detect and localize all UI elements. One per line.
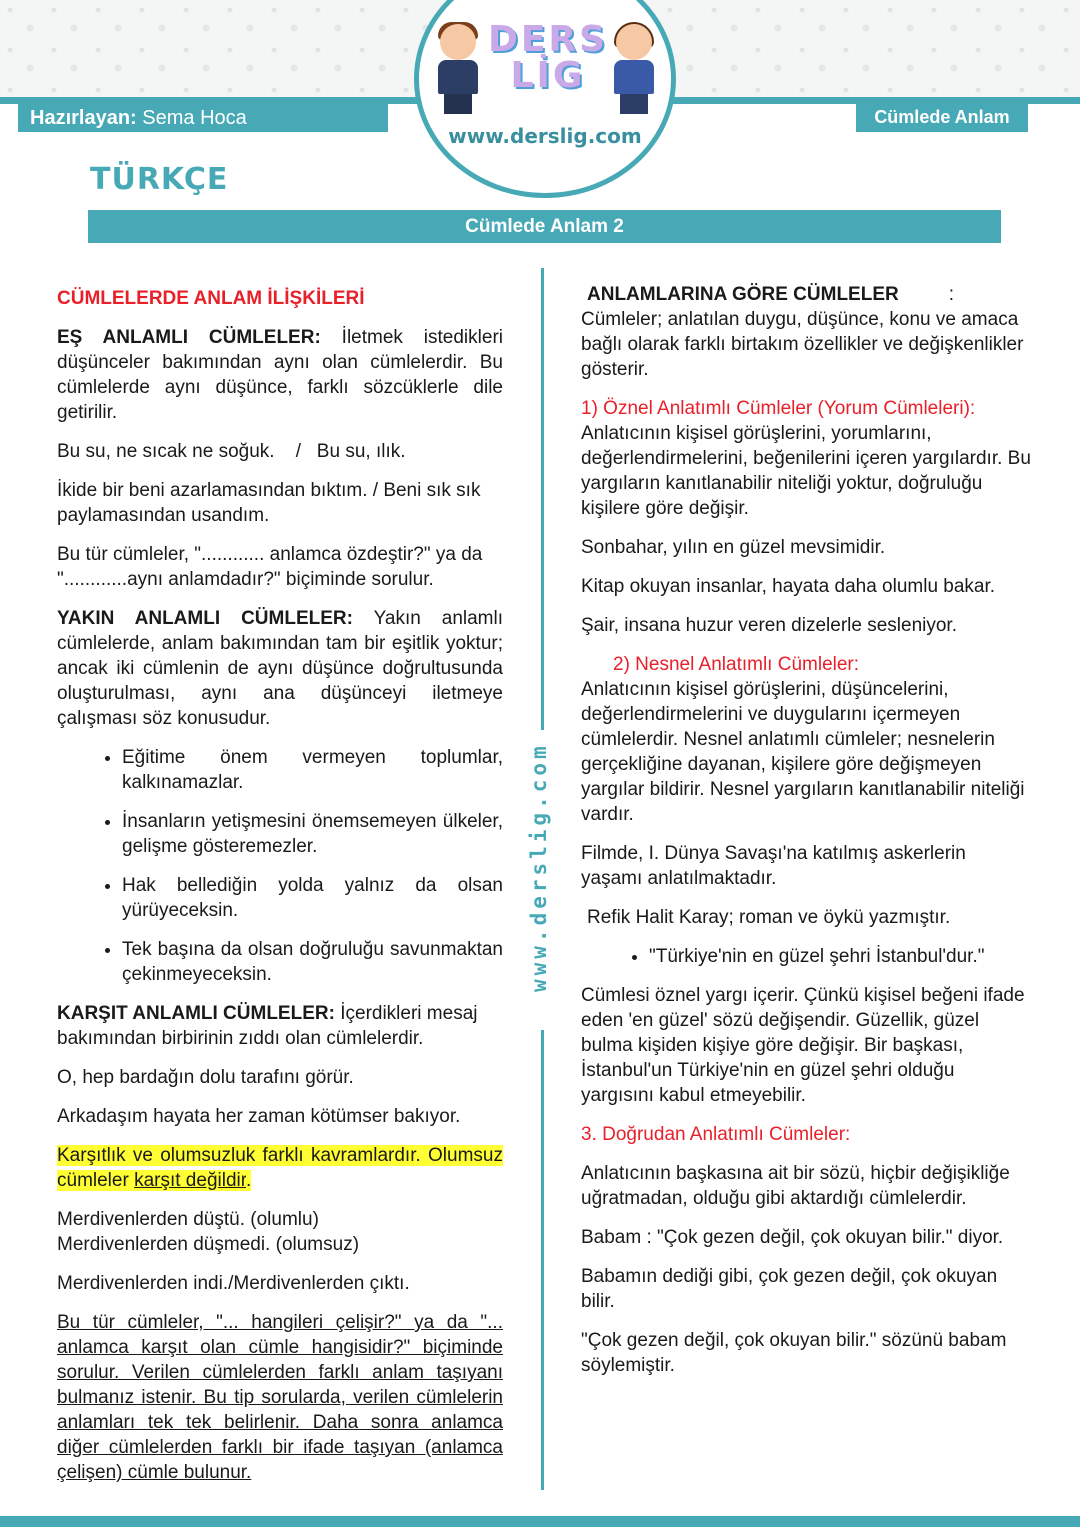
boy-mascot-icon — [432, 24, 484, 116]
list-item: • İnsanların yetişmesini önemsemeyen ülkeler, gelişme gösteremezler. — [122, 809, 503, 859]
objective-example-1: Filmde, I. Dünya Savaşı'na katılmış askerlerin yaşamı anlatılmaktadır. — [581, 843, 966, 889]
direct-heading: 3. Doğrudan Anlatımlı Cümleler: — [581, 1124, 851, 1145]
synonym-definition: EŞ ANLAMLI CÜMLELER: İletmek istedikleri düşünceler bakımından aynı olan cümlelerdir. Bu cümlelerde aynı düşünce, farklı sözcüklerle dile getirilir. — [57, 327, 503, 423]
side-watermark: www.derslig.com — [527, 742, 551, 992]
author-bar — [18, 104, 388, 132]
opposite-example-2: Arkadaşım hayata her zaman kötümser bakıyor. — [57, 1106, 461, 1127]
synonym-heading: EŞ ANLAMLI CÜMLELER: — [57, 327, 321, 348]
list-item: • "Türkiye'nin en güzel şehri İstanbul'dur." — [649, 944, 1031, 969]
page-subtitle: Cümlede Anlam 2 — [88, 210, 1001, 243]
list-item: • Eğitime önem vermeyen toplumlar, kalkınamazlar. — [122, 745, 503, 795]
direct-example-2: Babamın dediği gibi, çok gezen değil, çok okuyan bilir. — [581, 1266, 998, 1312]
subjective-definition: 1) Öznel Anlatımlı Cümleler (Yorum Cümleleri): Anlatıcının kişisel görüşlerini, yorumlarını, değerlendirmelerini, beğenilerini içeren yargılardır. Bu yargıların kanıtlanabilir niteliği yoktur, doğruluğu kişilere göre değişir. — [581, 398, 1031, 519]
synonym-question: Bu tür cümleler, "............ anlamca özdeştir?" ya da "............aynı anlamdadır?" biçiminde sorulur. — [57, 544, 483, 590]
opposite-example-4: Merdivenlerden indi./Merdivenlerden çıktı. — [57, 1273, 410, 1294]
left-column — [57, 286, 503, 1499]
objective-bullet-list — [581, 944, 1031, 969]
near-examples-list — [57, 745, 503, 987]
near-heading: YAKIN ANLAMLI CÜMLELER: — [57, 608, 353, 629]
opposite-example-3: Merdivenlerden düştü. (olumlu) Merdivenlerden düşmedi. (olumsuz) — [57, 1209, 360, 1255]
author-label: Hazırlayan: — [30, 107, 137, 129]
objective-heading: 2) Nesnel Anlatımlı Cümleler: — [613, 654, 860, 675]
opposite-example-1: O, hep bardağın dolu tarafını görür. — [57, 1067, 354, 1088]
opposite-question-note: Bu tür cümleler, "... hangileri çelişir?" ya da "... anlamca karşıt olan cümle hangisidir?" biçiminde sorulur. Verilen cümlelerden farklı anlam taşıyanı bulmanız istenir. Bu tip sorularda, verilen cümlelerin anlamları tek tek belirlenir. Daha sonra anlamca diğer cümlelerden farklı bir ifade taşıyan (anlamca çelişen) cümle bulunur. — [57, 1312, 503, 1483]
opposite-heading: KARŞIT ANLAMLI CÜMLELER: — [57, 1003, 335, 1024]
objective-definition: 2) Nesnel Anlatımlı Cümleler: Anlatıcının kişisel görüşlerini, düşüncelerini, değerlendirmelerini ve duygularını içermeyen cümlelerdir. Nesnel anlatımlı cümleler; nesnelerin gerçekliğine dayanan, kişilere göre değişmeyen yargılar bildirir. Nesnel yargıların kanıtlanabilir niteliği vardır. — [581, 654, 1025, 825]
footer-bar — [0, 1516, 1080, 1527]
subjective-example-2: Kitap okuyan insanlar, hayata daha olumlu bakar. — [581, 576, 996, 597]
column-divider-bottom — [541, 1030, 544, 1490]
right-column — [581, 282, 1031, 1392]
highlighted-note: Karşıtlık ve olumsuzluk farklı kavramlardır. Olumsuz cümleler karşıt değildir. — [57, 1145, 503, 1191]
logo-url[interactable]: www.derslig.com — [448, 124, 642, 148]
objective-example-2: Refik Halit Karay; roman ve öykü yazmıştır. — [587, 907, 951, 928]
objective-explanation: Cümlesi öznel yargı içerir. Çünkü kişisel beğeni ifade eden 'en güzel' sözü değişendir. Güzellik, güzel bulma kişiden kişiye göre değişir. Bir başkası, İstanbul'un Türkiye'nin en güzel şehri olduğu yargısını kabul etmeyebilir. — [581, 985, 1025, 1106]
direct-example-3: "Çok gezen değil, çok okuyan bilir." sözünü babam söylemiştir. — [581, 1330, 1007, 1376]
topic-badge: Cümlede Anlam — [856, 102, 1028, 132]
opposite-definition: KARŞIT ANLAMLI CÜMLELER: İçerdikleri mesaj bakımından birbirinin zıddı olan cümlelerdir. — [57, 1003, 478, 1049]
subjective-example-3: Şair, insana huzur veren dizelerle sesleniyor. — [581, 615, 957, 636]
logo-wordmark: DERS LİG — [487, 19, 609, 96]
direct-example-1: Babam : "Çok gezen değil, çok okuyan bilir." diyor. — [581, 1227, 1004, 1248]
synonym-example-2: İkide bir beni azarlamasından bıktım. / Beni sık sık paylamasından usandım. — [57, 480, 481, 526]
synonym-example-1: Bu su, ne sıcak ne soğuk. / Bu su, ılık. — [57, 441, 406, 462]
subjective-heading: 1) Öznel Anlatımlı Cümleler (Yorum Cümleleri): — [581, 398, 976, 419]
list-item: • Tek başına da olsan doğruluğu savunmaktan çekinmeyeceksin. — [122, 937, 503, 987]
list-item: • Hak bellediğin yolda yalnız da olsan yürüyeceksin. — [122, 873, 503, 923]
direct-definition: Anlatıcının başkasına ait bir sözü, hiçbir değişikliğe uğratmadan, olduğu gibi aktardığı cümlelerdir. — [581, 1163, 1010, 1209]
near-definition: YAKIN ANLAMLI CÜMLELER: Yakın anlamlı cümlelerde, anlam bakımından tam bir eşitlik yoktur; ancak iki cümlenin de aynı düşünce doğrultusunda oluşturulması, aynı ana düşünceyi iletmeye çalışması söz konusudur. — [57, 608, 504, 729]
column-divider-top — [541, 268, 544, 730]
right-section-intro: ANLAMLARINA GÖRE CÜMLELER : Cümleler; anlatılan duygu, düşünce, konu ve amaca bağlı olarak farklı birtakım özellikler ve değişkenlikler gösterir. — [581, 284, 1024, 380]
section-title: CÜMLELERDE ANLAM İLİŞKİLERİ — [57, 288, 365, 309]
subjective-example-1: Sonbahar, yılın en güzel mevsimidir. — [581, 537, 886, 558]
subject-title: TÜRKÇE — [90, 162, 229, 197]
right-section-title: ANLAMLARINA GÖRE CÜMLELER — [587, 284, 899, 305]
author-name: Sema Hoca — [142, 107, 247, 129]
